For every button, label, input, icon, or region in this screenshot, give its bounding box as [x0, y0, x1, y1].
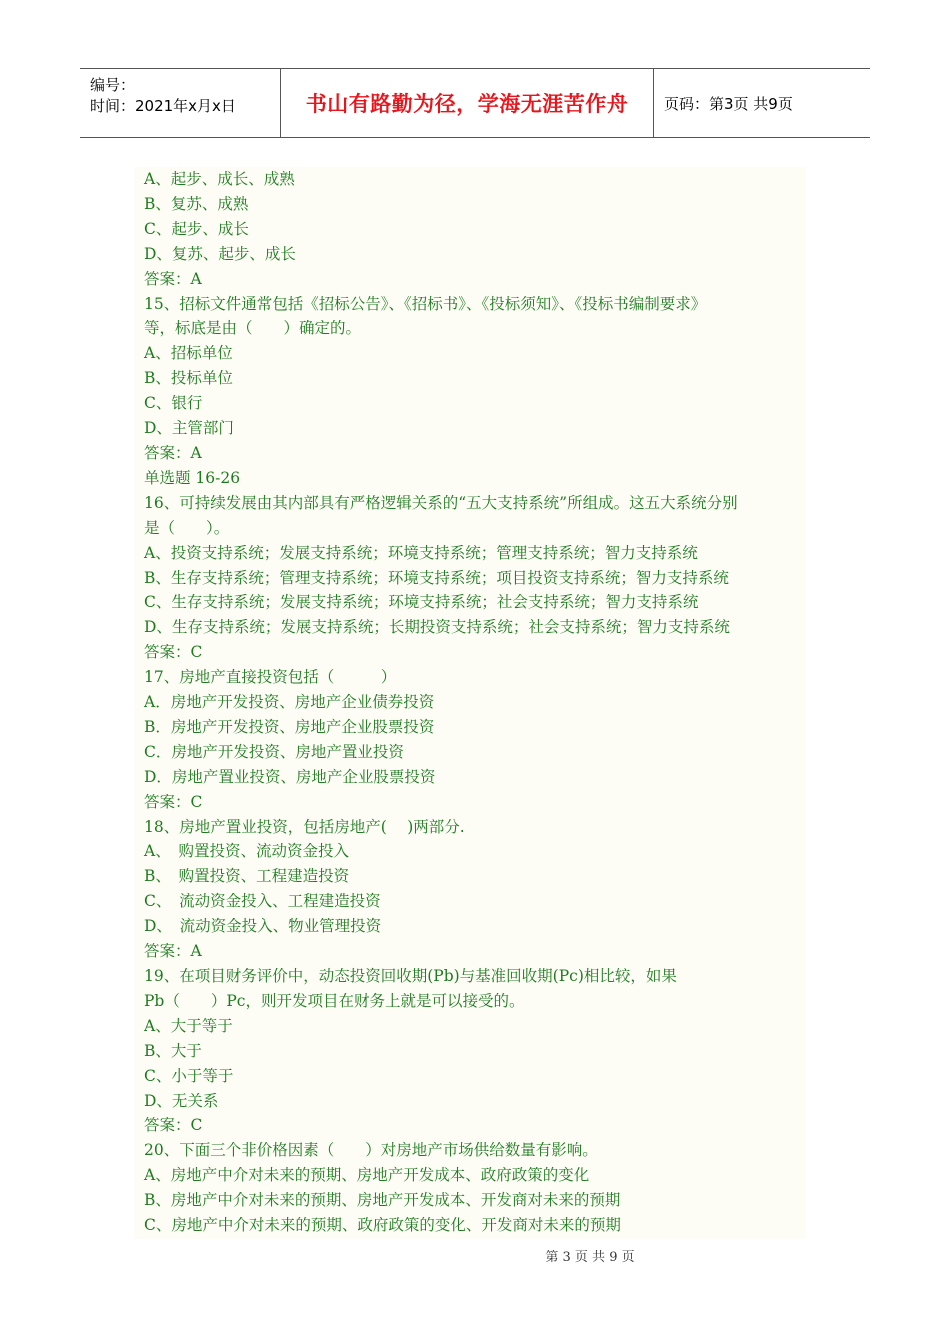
text-line: C．房地产开发投资、房地产置业投资: [144, 742, 404, 761]
page-header: [80, 68, 870, 138]
answer-line: 答案：C: [144, 1116, 203, 1135]
text-line: B、房地产中介对未来的预期、房地产开发成本、开发商对未来的预期: [144, 1191, 621, 1210]
text-line: A、投资支持系统；发展支持系统；环境支持系统；管理支持系统；智力支持系统: [144, 543, 698, 562]
question-line: Pb（ ）Pc，则开发项目在财务上就是可以接受的。: [144, 991, 525, 1010]
text-line: D、复苏、起步、成长: [144, 244, 296, 263]
question-line: 19、在项目财务评价中，动态投资回收期(Pb)与基准回收期(Pc)相比较，如果: [144, 967, 677, 985]
answer-line: 答案：A: [144, 269, 202, 288]
text-line: C、 流动资金投入、工程建造投资: [144, 892, 381, 911]
section-heading: 单选题 16-26: [144, 468, 241, 487]
text-line: C、生存支持系统；发展支持系统；环境支持系统；社会支持系统；智力支持系统: [144, 593, 699, 612]
question-line: 18、房地产置业投资，包括房地产( )两部分.: [144, 817, 465, 836]
document-body: [134, 167, 806, 1239]
question-line: 15、招标文件通常包括《招标公告》、《招标书》、《投标须知》、《投标书编制要求》: [144, 294, 707, 313]
answer-line: 答案：A: [144, 443, 202, 462]
text-line: B、复苏、成熟: [144, 194, 249, 213]
text-line: B、生存支持系统；管理支持系统；环境支持系统；项目投资支持系统；智力支持系统: [144, 568, 729, 587]
text-line: C、银行: [144, 394, 203, 413]
question-line: 16、可持续发展由其内部具有严格逻辑关系的“五大支持系统”所组成。这五大系统分别: [144, 493, 738, 512]
header-motto: 书山有路勤为径，学海无涯苦作舟: [281, 69, 654, 137]
text-line: D、主管部门: [144, 419, 234, 438]
text-line: D、无关系: [144, 1091, 219, 1110]
answer-line: 答案：C: [144, 792, 203, 811]
question-line: 17、房地产直接投资包括（ ）: [144, 668, 397, 687]
text-line: A、招标单位: [144, 344, 233, 363]
text-line: A、 购置投资、流动资金投入: [144, 842, 349, 861]
question-line: 等，标底是由（ ）确定的。: [144, 319, 362, 338]
header-page-label: 页码：第3页 共9页: [664, 94, 793, 113]
text-line: D．房地产置业投资、房地产企业股票投资: [144, 767, 436, 786]
text-line: C、小于等于: [144, 1066, 234, 1085]
text-line: B、 购置投资、工程建造投资: [144, 867, 350, 886]
header-meta: [80, 69, 281, 137]
text-line: A、大于等于: [144, 1016, 233, 1035]
text-line: B、大于: [144, 1041, 202, 1060]
text-line: C、起步、成长: [144, 219, 249, 238]
text-line: B．房地产开发投资、房地产企业股票投资: [144, 717, 435, 736]
text-line: A、房地产中介对未来的预期、房地产开发成本、政府政策的变化: [144, 1166, 590, 1185]
text-line: B、投标单位: [144, 369, 233, 388]
answer-line: 答案：A: [144, 942, 202, 961]
text-line: D、 流动资金投入、物业管理投资: [144, 917, 382, 936]
time-label: 时间：2021年x月x日: [90, 97, 236, 115]
number-label: 编号：: [90, 76, 136, 94]
page-footer: 第 3 页 共 9 页: [545, 1250, 635, 1265]
text-line: D、生存支持系统；发展支持系统；长期投资支持系统；社会支持系统；智力支持系统: [144, 618, 730, 637]
text-line: A、起步、成长、成熟: [144, 170, 295, 188]
question-line: 是（ ）。: [144, 518, 230, 537]
answer-line: 答案：C: [144, 643, 203, 662]
text-line: C、房地产中介对未来的预期、政府政策的变化、开发商对未来的预期: [144, 1216, 621, 1235]
text-line: A．房地产开发投资、房地产企业债券投资: [144, 693, 435, 712]
question-line: 20、下面三个非价格因素（ ）对房地产市场供给数量有影响。: [144, 1141, 598, 1160]
